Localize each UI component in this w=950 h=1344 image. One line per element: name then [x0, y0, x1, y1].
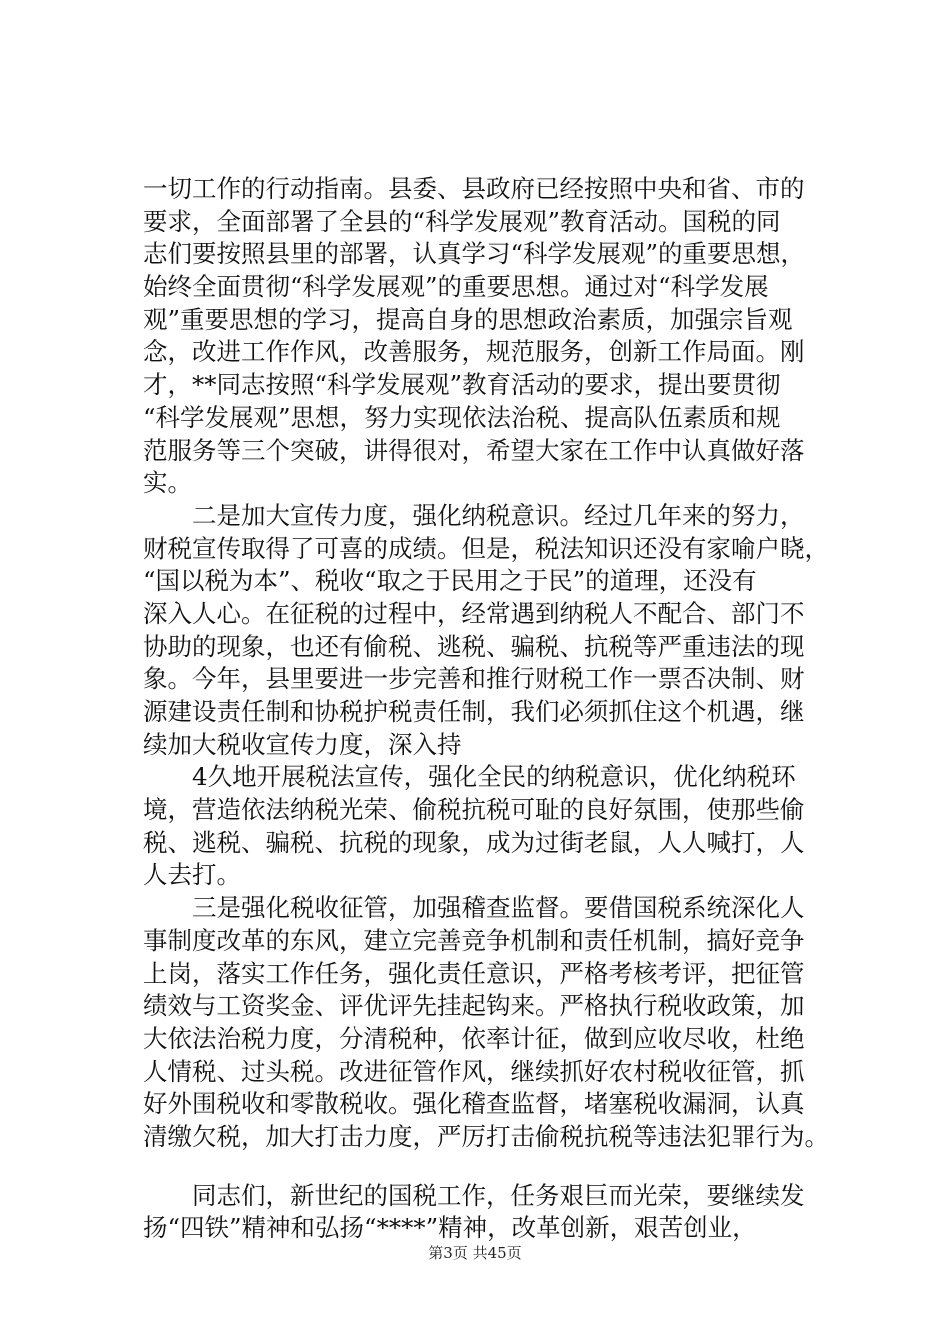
body-text — [143, 173, 843, 1245]
text-line: 一切工作的行动指南。县委、县政府已经按照中央和省、市的 — [143, 174, 805, 203]
page-number-footer: 第3页 共45页 — [428, 1244, 522, 1262]
text-line: 要求，全面部署了全县的“科学发展观”教育活动。国税的同 — [143, 206, 781, 236]
text-line: 始终全面贯彻“科学发展观”的重要思想。通过对“科学发展 — [143, 272, 769, 302]
paragraph-start-line: 同志们，新世纪的国税工作，任务艰巨而光荣，要继续发 — [192, 1180, 805, 1210]
text-line: 清缴欠税，加大打击力度，严厉打击偷税抗税等违法犯罪行为。 — [143, 1121, 829, 1151]
text-line: “科学发展观”思想，努力实现依法治税、提高队伍素质和规 — [143, 402, 781, 432]
text-line: 观”重要思想的学习，提高自身的思想政治素质，加强宗旨观 — [143, 304, 793, 334]
text-line: 境，营造依法纳税光荣、偷税抗税可耻的良好氛围，使那些偷 — [143, 795, 805, 825]
paragraph-start-line: 4久地开展税法宣传，强化全民的纳税意识，优化纳税环 — [192, 762, 796, 792]
text-line: 实。 — [143, 468, 192, 498]
text-line: 人去打。 — [143, 860, 241, 890]
text-line: “国以税为本”、税收“取之于民用之于民”的道理，还没有 — [143, 566, 757, 596]
paragraph-gap — [143, 1154, 843, 1180]
text-line: 深入人心。在征税的过程中，经常遇到纳税人不配合、部门不 — [143, 598, 805, 628]
text-line: 续加大税收宣传力度，深入持 — [143, 729, 462, 759]
text-line: 才，**同志按照“科学发展观”教育活动的要求，提出要贯彻 — [143, 370, 781, 400]
text-line: 协助的现象，也还有偷税、逃税、骗税、抗税等严重违法的现 — [143, 631, 805, 661]
text-line: 人情税、过头税。改进征管作风，继续抓好农村税收征管，抓 — [143, 1056, 805, 1086]
text-line: 范服务等三个突破，讲得很对，希望大家在工作中认真做好落 — [143, 435, 805, 465]
text-line: 大依法治税力度，分清税种，依率计征，做到应收尽收，杜绝 — [143, 1023, 805, 1053]
text-line: 扬“四铁”精神和弘扬“****”精神，改革创新，艰苦创业， — [143, 1213, 757, 1243]
paragraph-start-line: 二是加大宣传力度，强化纳税意识。经过几年来的努力， — [192, 500, 805, 530]
text-line: 事制度改革的东风，建立完善竞争机制和责任机制，搞好竞争 — [143, 925, 805, 955]
text-line: 上岗，落实工作任务，强化责任意识，严格考核考评，把征管 — [143, 958, 805, 988]
text-line: 绩效与工资奖金、评优评先挂起钩来。严格执行税收政策，加 — [143, 991, 805, 1021]
paragraph-start-line: 三是强化税收征管，加强稽查监督。要借国税系统深化人 — [192, 893, 805, 923]
text-line: 象。今年，县里要进一步完善和推行财税工作一票否决制、财 — [143, 664, 805, 694]
text-line: 志们要按照县里的部署，认真学习“科学发展观”的重要思想， — [143, 239, 806, 269]
text-line: 好外围税收和零散税收。强化稽查监督，堵塞税收漏洞，认真 — [143, 1089, 805, 1119]
text-line: 税、逃税、骗税、抗税的现象，成为过街老鼠，人人喊打，人 — [143, 827, 805, 857]
text-line: 源建设责任制和协税护税责任制，我们必须抓住这个机遇，继 — [143, 697, 805, 726]
text-line: 财税宣传取得了可喜的成绩。但是，税法知识还没有家喻户晓， — [143, 533, 829, 563]
text-line: 念，改进工作作风，改善服务，规范服务，创新工作局面。刚 — [143, 337, 805, 367]
